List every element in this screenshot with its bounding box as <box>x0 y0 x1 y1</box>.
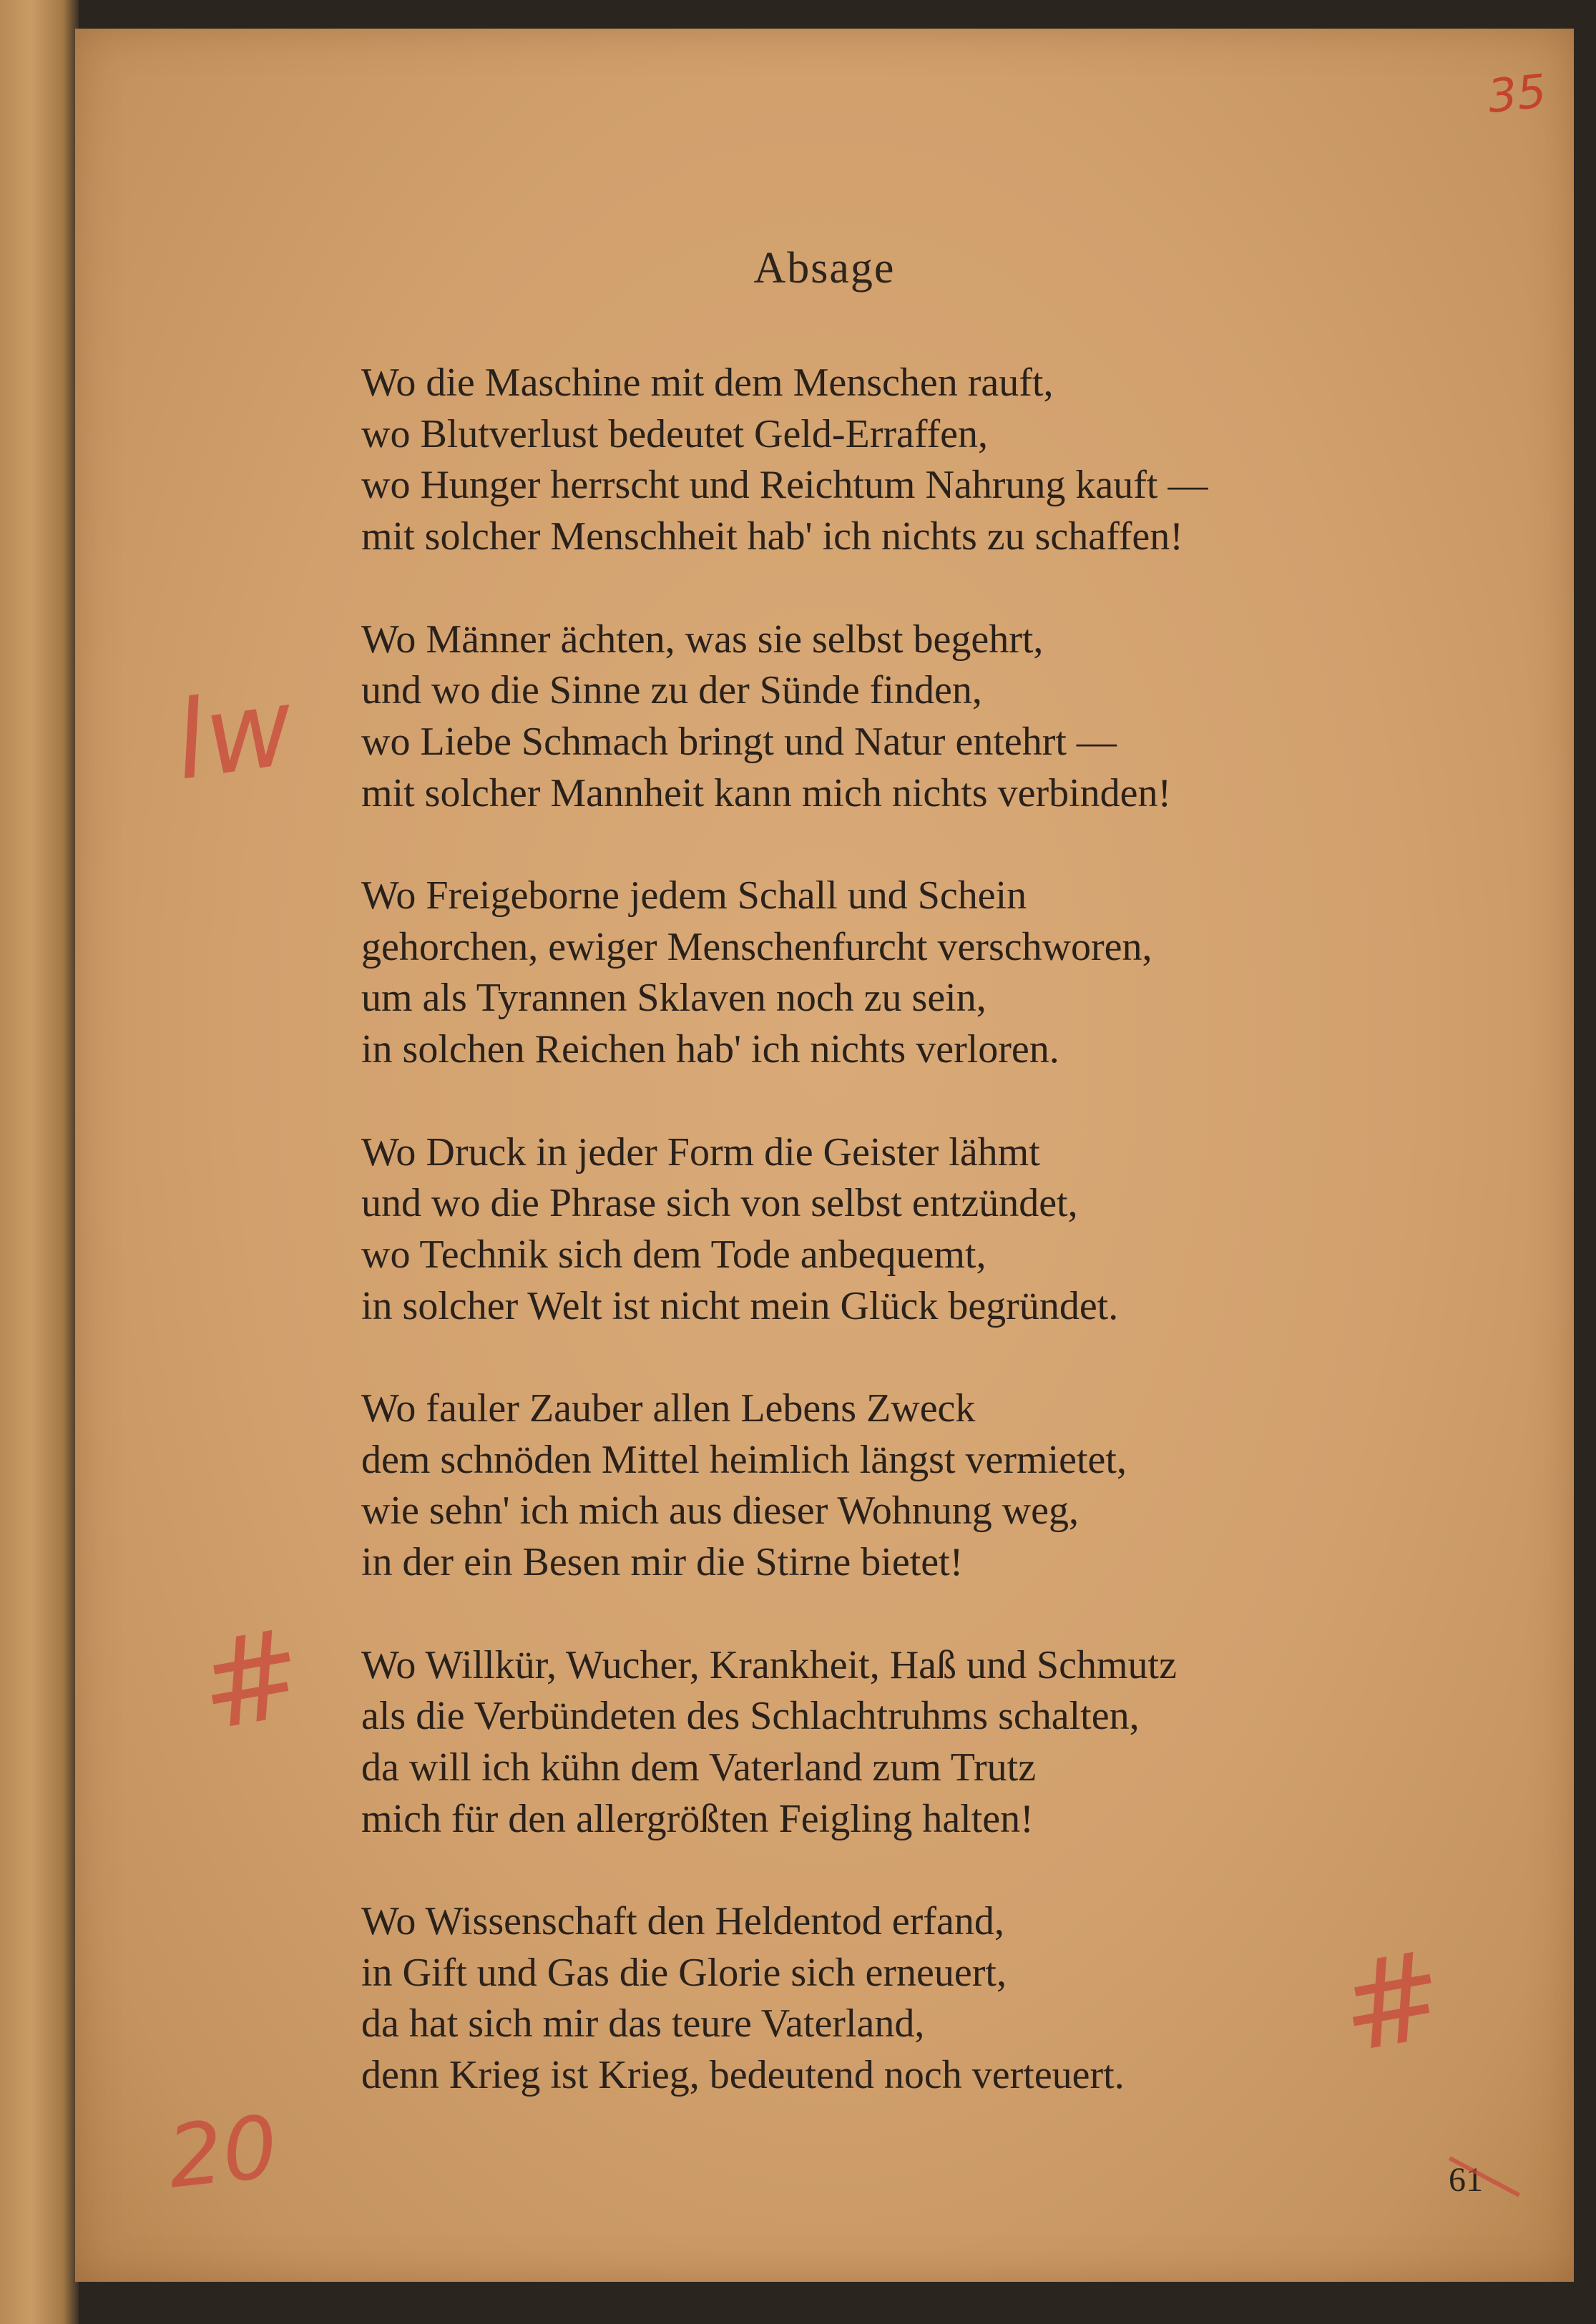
red-pencil-count: 20 <box>163 2097 283 2208</box>
handwritten-page-number: 35 <box>1485 64 1550 124</box>
poem-line: da hat sich mir das teure Vaterland, <box>361 2001 925 2046</box>
poem-title: Absage <box>753 244 896 293</box>
poem-line: Wo fauler Zauber allen Lebens Zweck <box>361 1386 976 1431</box>
poem-line: wo Liebe Schmach bringt und Natur entehrt — <box>361 719 1117 764</box>
poem-line: Wo Willkür, Wucher, Krankheit, Haß und Schmutz <box>361 1642 1177 1687</box>
poem-line: wie sehn' ich mich aus dieser Wohnung weg, <box>361 1489 1079 1534</box>
stanza-3 <box>361 871 1570 1076</box>
poem-line: und wo die Phrase sich von selbst entzündet, <box>361 1181 1078 1226</box>
poem-line: Wo die Maschine mit dem Menschen rauft, <box>361 361 1054 405</box>
poem-line: da will ich kühn dem Vaterland zum Trutz <box>361 1745 1037 1790</box>
poem-line: wo Blutverlust bedeutet Geld-Erraffen, <box>361 411 989 456</box>
poem-line: mit solcher Menschheit hab' ich nichts zu schaffen! <box>361 514 1183 559</box>
poem-body <box>361 358 1570 2153</box>
printed-page-number: 61 <box>1449 2161 1483 2199</box>
poem-line: gehorchen, ewiger Menschenfurcht verschworen, <box>361 924 1152 969</box>
poem-line: Wo Freigeborne jedem Schall und Schein <box>361 873 1027 918</box>
poem-line: Wo Druck in jeder Form die Geister lähmt <box>361 1129 1040 1175</box>
poem-line: denn Krieg ist Krieg, bedeutend noch verteuert. <box>361 2053 1125 2098</box>
red-pencil-mark-lw: lw <box>167 665 301 805</box>
book-spine-edge <box>0 0 79 2324</box>
stanza-5 <box>361 1383 1570 1589</box>
poem-line: dem schnöden Mittel heimlich längst vermietet, <box>361 1437 1127 1482</box>
poem-line: als die Verbündeten des Schlachtruhms schalten, <box>361 1694 1140 1739</box>
poem-line: in solchen Reichen hab' ich nichts verloren. <box>361 1027 1059 1072</box>
poem-line: in Gift und Gas die Glorie sich erneuert, <box>361 1950 1007 1995</box>
poem-line: mich für den allergrößten Feigling halten! <box>361 1796 1034 1841</box>
poem-line: mit solcher Mannheit kann mich nichts verbinden! <box>361 770 1172 815</box>
stanza-6 <box>361 1640 1570 1845</box>
stanza-2 <box>361 614 1570 820</box>
stanza-4 <box>361 1127 1570 1333</box>
book-page <box>75 29 1574 2282</box>
poem-line: wo Hunger herrscht und Reichtum Nahrung kauft — <box>361 463 1208 508</box>
poem-line: und wo die Sinne zu der Sünde finden, <box>361 668 982 713</box>
stanza-1 <box>361 358 1570 563</box>
poem-line: in der ein Besen mir die Stirne bietet! <box>361 1540 964 1585</box>
poem-line: Wo Männer ächten, was sie selbst begehrt, <box>361 617 1044 662</box>
poem-line: Wo Wissenschaft den Heldentod erfand, <box>361 1899 1004 1943</box>
red-pencil-hash-mark: # <box>1329 1923 1455 2081</box>
poem-line: um als Tyrannen Sklaven noch zu sein, <box>361 976 987 1021</box>
poem-line: in solcher Welt ist nicht mein Glück begründet. <box>361 1283 1119 1328</box>
poem-line: wo Technik sich dem Tode anbequemt, <box>361 1232 987 1277</box>
red-pencil-hash-mark: # <box>188 1602 314 1759</box>
